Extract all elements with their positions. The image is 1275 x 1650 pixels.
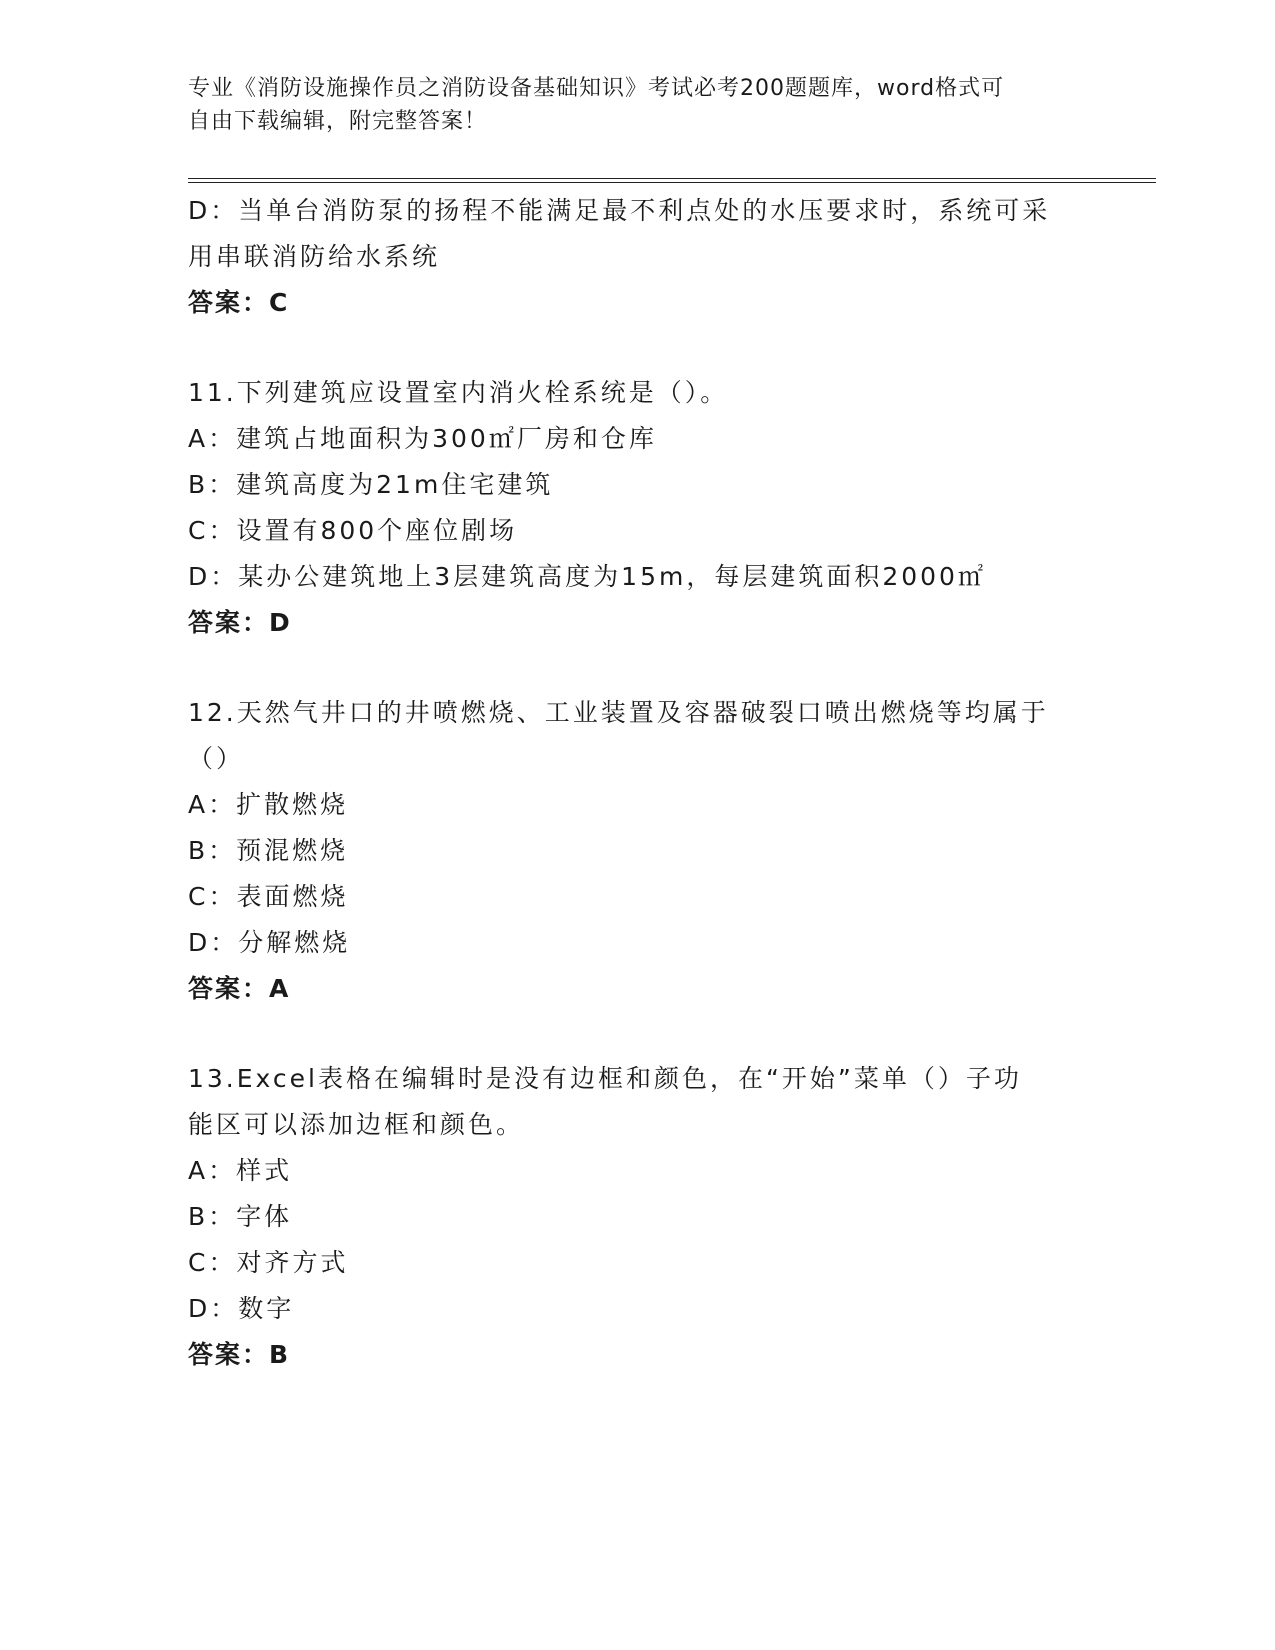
question-13: [188, 1056, 1088, 1378]
header-divider: [188, 178, 1156, 183]
option-d-line2: 用串联消防给水系统: [188, 242, 441, 271]
answer: 答案：B: [188, 1340, 291, 1369]
question-11: [188, 370, 1088, 646]
option-b: B：字体: [188, 1202, 293, 1231]
option-a: A：扩散燃烧: [188, 790, 349, 819]
question-stem-line1: 13.Excel表格在编辑时是没有边框和颜色，在“开始”菜单（）子功: [188, 1064, 1022, 1093]
question-stem-line1: 12.天然气井口的井喷燃烧、工业装置及容器破裂口喷出燃烧等均属于: [188, 698, 1049, 727]
prev-question: [188, 188, 1088, 326]
question-12: [188, 690, 1088, 1012]
option-a: A：建筑占地面积为300㎡厂房和仓库: [188, 424, 657, 453]
page-header: [188, 72, 1068, 138]
answer: 答案：A: [188, 974, 291, 1003]
option-b: B：预混燃烧: [188, 836, 349, 865]
option-d: D：数字: [188, 1294, 295, 1323]
header-title-line1: 专业《消防设施操作员之消防设备基础知识》考试必考200题题库，word格式可: [188, 76, 1005, 101]
option-d: D：某办公建筑地上3层建筑高度为15m，每层建筑面积2000㎡: [188, 562, 986, 591]
question-stem-line2: （）: [188, 744, 245, 773]
question-stem: 11.下列建筑应设置室内消火栓系统是（）。: [188, 378, 729, 407]
question-stem-line2: 能区可以添加边框和颜色。: [188, 1110, 525, 1139]
option-c: C：对齐方式: [188, 1248, 349, 1277]
option-d-line1: D：当单台消防泵的扬程不能满足最不利点处的水压要求时，系统可采: [188, 196, 1051, 225]
option-a: A：样式: [188, 1156, 293, 1185]
answer: 答案：C: [188, 288, 290, 317]
header-title-line2: 自由下载编辑，附完整答案！: [188, 109, 488, 134]
option-d: D：分解燃烧: [188, 928, 351, 957]
option-c: C：设置有800个座位剧场: [188, 516, 518, 545]
answer: 答案：D: [188, 608, 292, 637]
question-content: [188, 188, 1088, 1378]
option-b: B：建筑高度为21m住宅建筑: [188, 470, 554, 499]
option-c: C：表面燃烧: [188, 882, 349, 911]
